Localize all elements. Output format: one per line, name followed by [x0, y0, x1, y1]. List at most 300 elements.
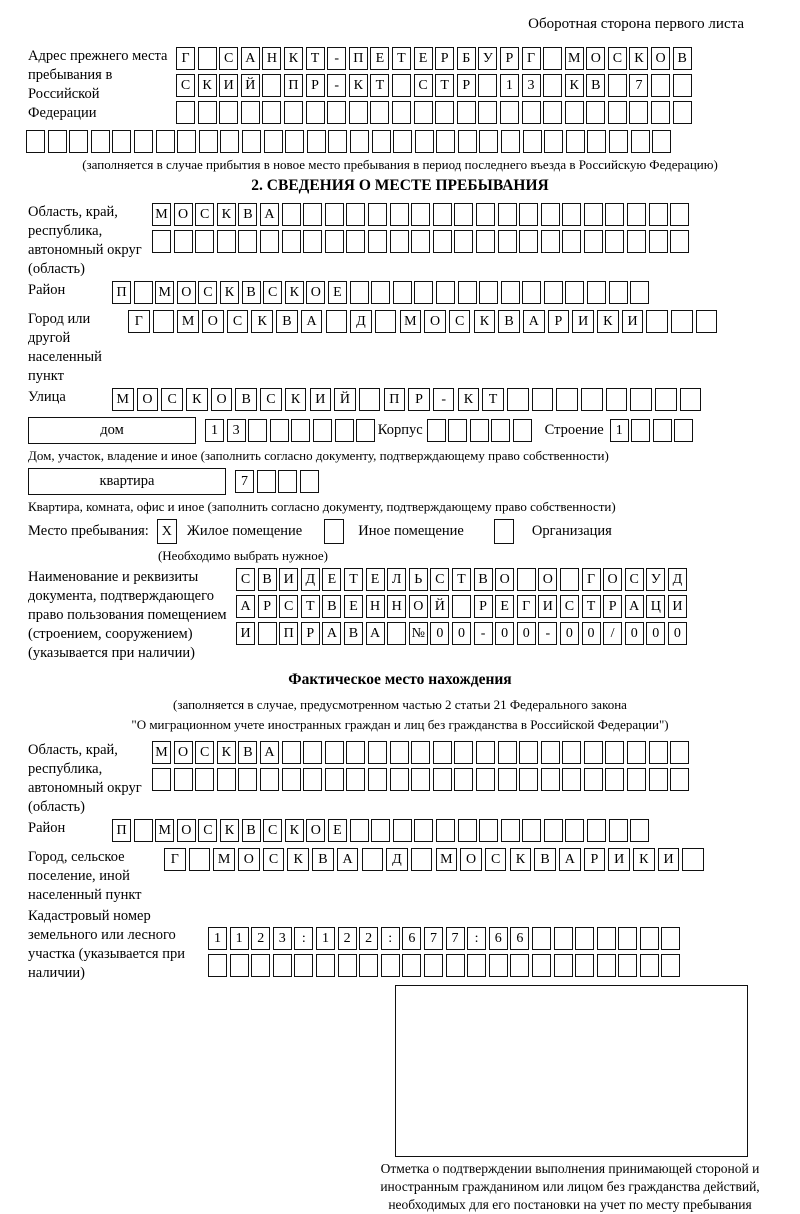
char-cell[interactable]: Е: [328, 281, 347, 304]
char-cell[interactable]: [640, 954, 659, 977]
char-cell[interactable]: [291, 419, 310, 442]
char-cell[interactable]: [670, 203, 689, 226]
char-cell[interactable]: [544, 819, 563, 842]
char-cell[interactable]: [609, 130, 628, 153]
char-cell[interactable]: И: [622, 310, 644, 333]
char-cell[interactable]: [156, 130, 175, 153]
char-cell[interactable]: [627, 203, 646, 226]
char-cell[interactable]: [556, 388, 578, 411]
char-cell[interactable]: [372, 130, 391, 153]
char-cell[interactable]: [436, 819, 455, 842]
char-cell[interactable]: А: [260, 741, 279, 764]
char-cell[interactable]: [498, 230, 517, 253]
char-cell[interactable]: [454, 230, 473, 253]
char-cell[interactable]: [328, 130, 347, 153]
char-cell[interactable]: В: [498, 310, 520, 333]
char-cell[interactable]: С: [227, 310, 249, 333]
char-cell[interactable]: [346, 203, 365, 226]
char-cell[interactable]: В: [258, 568, 277, 591]
char-cell[interactable]: [414, 819, 433, 842]
char-cell[interactable]: М: [152, 203, 171, 226]
char-cell[interactable]: [500, 101, 519, 124]
char-cell[interactable]: [152, 230, 171, 253]
char-cell[interactable]: О: [177, 281, 196, 304]
char-cell[interactable]: [507, 388, 529, 411]
char-cell[interactable]: Е: [344, 595, 363, 618]
char-cell[interactable]: [629, 101, 648, 124]
char-cell[interactable]: [655, 388, 677, 411]
char-cell[interactable]: [584, 230, 603, 253]
char-cell[interactable]: [325, 203, 344, 226]
char-cell[interactable]: [680, 388, 702, 411]
char-cell[interactable]: Г: [522, 47, 541, 70]
char-cell[interactable]: [258, 622, 277, 645]
char-cell[interactable]: К: [220, 281, 239, 304]
char-cell[interactable]: Г: [128, 310, 150, 333]
char-cell[interactable]: [230, 954, 249, 977]
char-cell[interactable]: [390, 741, 409, 764]
char-cell[interactable]: [519, 230, 538, 253]
char-cell[interactable]: [325, 741, 344, 764]
char-cell[interactable]: 7: [235, 470, 254, 493]
char-cell[interactable]: С: [263, 819, 282, 842]
char-cell[interactable]: 1: [316, 927, 335, 950]
char-cell[interactable]: 0: [452, 622, 471, 645]
char-cell[interactable]: [581, 388, 603, 411]
char-cell[interactable]: [325, 230, 344, 253]
char-cell[interactable]: [608, 101, 627, 124]
char-cell[interactable]: [220, 130, 239, 153]
char-cell[interactable]: [630, 388, 652, 411]
char-cell[interactable]: [282, 741, 301, 764]
char-cell[interactable]: [238, 230, 257, 253]
char-cell[interactable]: [489, 954, 508, 977]
char-cell[interactable]: О: [306, 281, 325, 304]
char-cell[interactable]: [427, 419, 446, 442]
char-cell[interactable]: [532, 927, 551, 950]
char-cell[interactable]: П: [349, 47, 368, 70]
region-row-1[interactable]: [152, 203, 772, 226]
char-cell[interactable]: [498, 741, 517, 764]
char-cell[interactable]: Р: [301, 622, 320, 645]
char-cell[interactable]: [479, 819, 498, 842]
char-cell[interactable]: В: [238, 203, 257, 226]
char-cell[interactable]: [177, 130, 196, 153]
char-cell[interactable]: [670, 768, 689, 791]
char-cell[interactable]: [519, 768, 538, 791]
char-cell[interactable]: 2: [251, 927, 270, 950]
char-cell[interactable]: Н: [366, 595, 385, 618]
char-cell[interactable]: Т: [435, 74, 454, 97]
char-cell[interactable]: [565, 101, 584, 124]
char-cell[interactable]: К: [349, 74, 368, 97]
street-row[interactable]: [112, 388, 772, 411]
char-cell[interactable]: [300, 470, 319, 493]
prev-address-row-1[interactable]: [176, 47, 772, 70]
char-cell[interactable]: О: [174, 203, 193, 226]
cadastral-row-1[interactable]: [208, 927, 772, 950]
char-cell[interactable]: Е: [370, 47, 389, 70]
char-cell[interactable]: [174, 768, 193, 791]
char-cell[interactable]: [112, 130, 131, 153]
char-cell[interactable]: [346, 230, 365, 253]
char-cell[interactable]: [393, 819, 412, 842]
char-cell[interactable]: 3: [273, 927, 292, 950]
char-cell[interactable]: [673, 74, 692, 97]
char-cell[interactable]: [609, 281, 628, 304]
char-cell[interactable]: [522, 819, 541, 842]
char-cell[interactable]: [605, 230, 624, 253]
char-cell[interactable]: [390, 768, 409, 791]
char-cell[interactable]: П: [279, 622, 298, 645]
char-cell[interactable]: В: [344, 622, 363, 645]
char-cell[interactable]: [522, 101, 541, 124]
char-cell[interactable]: И: [608, 848, 630, 871]
checkbox-inoe[interactable]: [324, 519, 344, 544]
char-cell[interactable]: Р: [258, 595, 277, 618]
char-cell[interactable]: О: [202, 310, 224, 333]
char-cell[interactable]: [195, 230, 214, 253]
char-cell[interactable]: Н: [387, 595, 406, 618]
korpus-cells[interactable]: [427, 419, 535, 442]
char-cell[interactable]: [198, 47, 217, 70]
char-cell[interactable]: И: [658, 848, 680, 871]
char-cell[interactable]: [541, 203, 560, 226]
char-cell[interactable]: [189, 848, 211, 871]
char-cell[interactable]: П: [112, 281, 131, 304]
char-cell[interactable]: [346, 741, 365, 764]
char-cell[interactable]: [371, 819, 390, 842]
char-cell[interactable]: №: [409, 622, 428, 645]
char-cell[interactable]: В: [276, 310, 298, 333]
prev-address-row-3[interactable]: [176, 101, 772, 124]
document-row-3[interactable]: [236, 622, 772, 645]
char-cell[interactable]: [640, 927, 659, 950]
char-cell[interactable]: [532, 388, 554, 411]
char-cell[interactable]: [575, 954, 594, 977]
char-cell[interactable]: В: [242, 281, 261, 304]
district2-row[interactable]: [112, 819, 772, 842]
char-cell[interactable]: С: [608, 47, 627, 70]
char-cell[interactable]: [478, 74, 497, 97]
char-cell[interactable]: У: [478, 47, 497, 70]
char-cell[interactable]: [392, 74, 411, 97]
char-cell[interactable]: [631, 419, 650, 442]
char-cell[interactable]: [543, 47, 562, 70]
char-cell[interactable]: [436, 281, 455, 304]
char-cell[interactable]: [217, 230, 236, 253]
char-cell[interactable]: К: [458, 388, 480, 411]
char-cell[interactable]: [370, 101, 389, 124]
house-box[interactable]: дом: [28, 417, 196, 444]
char-cell[interactable]: [649, 768, 668, 791]
char-cell[interactable]: Р: [457, 74, 476, 97]
char-cell[interactable]: Т: [306, 47, 325, 70]
char-cell[interactable]: Р: [306, 74, 325, 97]
char-cell[interactable]: [454, 741, 473, 764]
char-cell[interactable]: К: [597, 310, 619, 333]
char-cell[interactable]: К: [285, 388, 307, 411]
char-cell[interactable]: [627, 230, 646, 253]
char-cell[interactable]: [562, 741, 581, 764]
char-cell[interactable]: [543, 74, 562, 97]
document-row-1[interactable]: [236, 568, 772, 591]
char-cell[interactable]: У: [646, 568, 665, 591]
char-cell[interactable]: [452, 595, 471, 618]
char-cell[interactable]: О: [586, 47, 605, 70]
char-cell[interactable]: О: [211, 388, 233, 411]
char-cell[interactable]: А: [260, 203, 279, 226]
char-cell[interactable]: [303, 230, 322, 253]
char-cell[interactable]: О: [177, 819, 196, 842]
char-cell[interactable]: [349, 101, 368, 124]
char-cell[interactable]: [566, 130, 585, 153]
char-cell[interactable]: Д: [386, 848, 408, 871]
char-cell[interactable]: С: [219, 47, 238, 70]
char-cell[interactable]: /: [603, 622, 622, 645]
char-cell[interactable]: [134, 819, 153, 842]
char-cell[interactable]: С: [263, 848, 285, 871]
char-cell[interactable]: Е: [366, 568, 385, 591]
char-cell[interactable]: [48, 130, 67, 153]
char-cell[interactable]: 2: [338, 927, 357, 950]
char-cell[interactable]: [241, 101, 260, 124]
char-cell[interactable]: [670, 741, 689, 764]
char-cell[interactable]: [238, 768, 257, 791]
char-cell[interactable]: [260, 230, 279, 253]
char-cell[interactable]: [608, 74, 627, 97]
char-cell[interactable]: [454, 203, 473, 226]
char-cell[interactable]: [306, 101, 325, 124]
char-cell[interactable]: Ь: [409, 568, 428, 591]
char-cell[interactable]: [653, 419, 672, 442]
char-cell[interactable]: [392, 101, 411, 124]
char-cell[interactable]: С: [625, 568, 644, 591]
char-cell[interactable]: [597, 954, 616, 977]
char-cell[interactable]: Т: [344, 568, 363, 591]
char-cell[interactable]: [242, 130, 261, 153]
document-row-2[interactable]: [236, 595, 772, 618]
char-cell[interactable]: М: [565, 47, 584, 70]
char-cell[interactable]: [350, 819, 369, 842]
char-cell[interactable]: [606, 388, 628, 411]
char-cell[interactable]: [448, 419, 467, 442]
char-cell[interactable]: 1: [208, 927, 227, 950]
char-cell[interactable]: [356, 419, 375, 442]
char-cell[interactable]: [587, 819, 606, 842]
char-cell[interactable]: [562, 768, 581, 791]
char-cell[interactable]: -: [538, 622, 557, 645]
char-cell[interactable]: Т: [582, 595, 601, 618]
char-cell[interactable]: [284, 101, 303, 124]
char-cell[interactable]: [532, 954, 551, 977]
char-cell[interactable]: [541, 768, 560, 791]
char-cell[interactable]: 2: [359, 927, 378, 950]
char-cell[interactable]: [368, 768, 387, 791]
char-cell[interactable]: [470, 419, 489, 442]
char-cell[interactable]: Й: [430, 595, 449, 618]
char-cell[interactable]: [501, 819, 520, 842]
char-cell[interactable]: А: [241, 47, 260, 70]
char-cell[interactable]: Г: [164, 848, 186, 871]
char-cell[interactable]: [609, 819, 628, 842]
region2-row-1[interactable]: [152, 741, 772, 764]
char-cell[interactable]: О: [424, 310, 446, 333]
char-cell[interactable]: [411, 768, 430, 791]
house-number-cells[interactable]: [205, 419, 378, 442]
char-cell[interactable]: Т: [301, 595, 320, 618]
char-cell[interactable]: [411, 848, 433, 871]
char-cell[interactable]: [270, 419, 289, 442]
char-cell[interactable]: Г: [176, 47, 195, 70]
char-cell[interactable]: В: [312, 848, 334, 871]
char-cell[interactable]: К: [287, 848, 309, 871]
char-cell[interactable]: [303, 203, 322, 226]
char-cell[interactable]: [134, 130, 153, 153]
char-cell[interactable]: [375, 310, 397, 333]
char-cell[interactable]: Р: [435, 47, 454, 70]
char-cell[interactable]: [433, 741, 452, 764]
char-cell[interactable]: [359, 954, 378, 977]
char-cell[interactable]: [476, 203, 495, 226]
char-cell[interactable]: К: [474, 310, 496, 333]
char-cell[interactable]: -: [433, 388, 455, 411]
char-cell[interactable]: 0: [668, 622, 687, 645]
char-cell[interactable]: О: [651, 47, 670, 70]
char-cell[interactable]: [134, 281, 153, 304]
char-cell[interactable]: [424, 954, 443, 977]
char-cell[interactable]: [390, 230, 409, 253]
char-cell[interactable]: [393, 130, 412, 153]
char-cell[interactable]: 1: [500, 74, 519, 97]
checkbox-zhiloe[interactable]: X: [157, 519, 177, 544]
char-cell[interactable]: С: [485, 848, 507, 871]
char-cell[interactable]: Е: [414, 47, 433, 70]
char-cell[interactable]: [651, 74, 670, 97]
char-cell[interactable]: [587, 130, 606, 153]
char-cell[interactable]: С: [195, 203, 214, 226]
char-cell[interactable]: [670, 230, 689, 253]
char-cell[interactable]: [294, 954, 313, 977]
char-cell[interactable]: Р: [548, 310, 570, 333]
char-cell[interactable]: 6: [489, 927, 508, 950]
char-cell[interactable]: О: [306, 819, 325, 842]
char-cell[interactable]: А: [559, 848, 581, 871]
char-cell[interactable]: [498, 203, 517, 226]
char-cell[interactable]: Е: [328, 819, 347, 842]
char-cell[interactable]: [696, 310, 718, 333]
char-cell[interactable]: К: [198, 74, 217, 97]
char-cell[interactable]: П: [384, 388, 406, 411]
char-cell[interactable]: И: [668, 595, 687, 618]
char-cell[interactable]: [519, 741, 538, 764]
char-cell[interactable]: [501, 281, 520, 304]
char-cell[interactable]: [199, 130, 218, 153]
char-cell[interactable]: [282, 230, 301, 253]
char-cell[interactable]: [584, 768, 603, 791]
char-cell[interactable]: [575, 927, 594, 950]
char-cell[interactable]: Д: [668, 568, 687, 591]
char-cell[interactable]: [219, 101, 238, 124]
char-cell[interactable]: [541, 230, 560, 253]
char-cell[interactable]: И: [572, 310, 594, 333]
char-cell[interactable]: [346, 768, 365, 791]
region2-row-2[interactable]: [152, 768, 772, 791]
cadastral-row-2[interactable]: [208, 954, 772, 977]
char-cell[interactable]: [262, 74, 281, 97]
char-cell[interactable]: [174, 230, 193, 253]
char-cell[interactable]: [335, 419, 354, 442]
char-cell[interactable]: 3: [522, 74, 541, 97]
char-cell[interactable]: С: [263, 281, 282, 304]
char-cell[interactable]: [627, 768, 646, 791]
char-cell[interactable]: Д: [301, 568, 320, 591]
char-cell[interactable]: [316, 954, 335, 977]
char-cell[interactable]: [153, 310, 175, 333]
char-cell[interactable]: 6: [402, 927, 421, 950]
char-cell[interactable]: 0: [560, 622, 579, 645]
char-cell[interactable]: П: [284, 74, 303, 97]
district-row[interactable]: [112, 281, 772, 304]
char-cell[interactable]: 0: [582, 622, 601, 645]
char-cell[interactable]: [393, 281, 412, 304]
char-cell[interactable]: О: [409, 595, 428, 618]
char-cell[interactable]: [278, 470, 297, 493]
apartment-cells[interactable]: [235, 470, 321, 493]
char-cell[interactable]: Г: [582, 568, 601, 591]
char-cell[interactable]: [325, 768, 344, 791]
char-cell[interactable]: О: [495, 568, 514, 591]
char-cell[interactable]: [513, 419, 532, 442]
char-cell[interactable]: [368, 230, 387, 253]
char-cell[interactable]: [303, 768, 322, 791]
char-cell[interactable]: А: [236, 595, 255, 618]
char-cell[interactable]: [630, 819, 649, 842]
char-cell[interactable]: [478, 101, 497, 124]
char-cell[interactable]: [282, 203, 301, 226]
char-cell[interactable]: К: [629, 47, 648, 70]
char-cell[interactable]: [411, 230, 430, 253]
char-cell[interactable]: [195, 768, 214, 791]
char-cell[interactable]: [479, 130, 498, 153]
char-cell[interactable]: [458, 281, 477, 304]
char-cell[interactable]: [303, 741, 322, 764]
char-cell[interactable]: С: [198, 819, 217, 842]
char-cell[interactable]: О: [603, 568, 622, 591]
char-cell[interactable]: [517, 568, 536, 591]
char-cell[interactable]: 0: [625, 622, 644, 645]
char-cell[interactable]: Й: [334, 388, 356, 411]
char-cell[interactable]: [541, 741, 560, 764]
char-cell[interactable]: 0: [646, 622, 665, 645]
char-cell[interactable]: [26, 130, 45, 153]
char-cell[interactable]: [415, 130, 434, 153]
char-cell[interactable]: С: [414, 74, 433, 97]
char-cell[interactable]: [390, 203, 409, 226]
char-cell[interactable]: [387, 622, 406, 645]
char-cell[interactable]: [605, 741, 624, 764]
char-cell[interactable]: Т: [452, 568, 471, 591]
char-cell[interactable]: [562, 230, 581, 253]
char-cell[interactable]: [359, 388, 381, 411]
char-cell[interactable]: [510, 954, 529, 977]
char-cell[interactable]: [248, 419, 267, 442]
char-cell[interactable]: Н: [262, 47, 281, 70]
char-cell[interactable]: [327, 101, 346, 124]
char-cell[interactable]: М: [400, 310, 422, 333]
char-cell[interactable]: [673, 101, 692, 124]
char-cell[interactable]: [674, 419, 693, 442]
